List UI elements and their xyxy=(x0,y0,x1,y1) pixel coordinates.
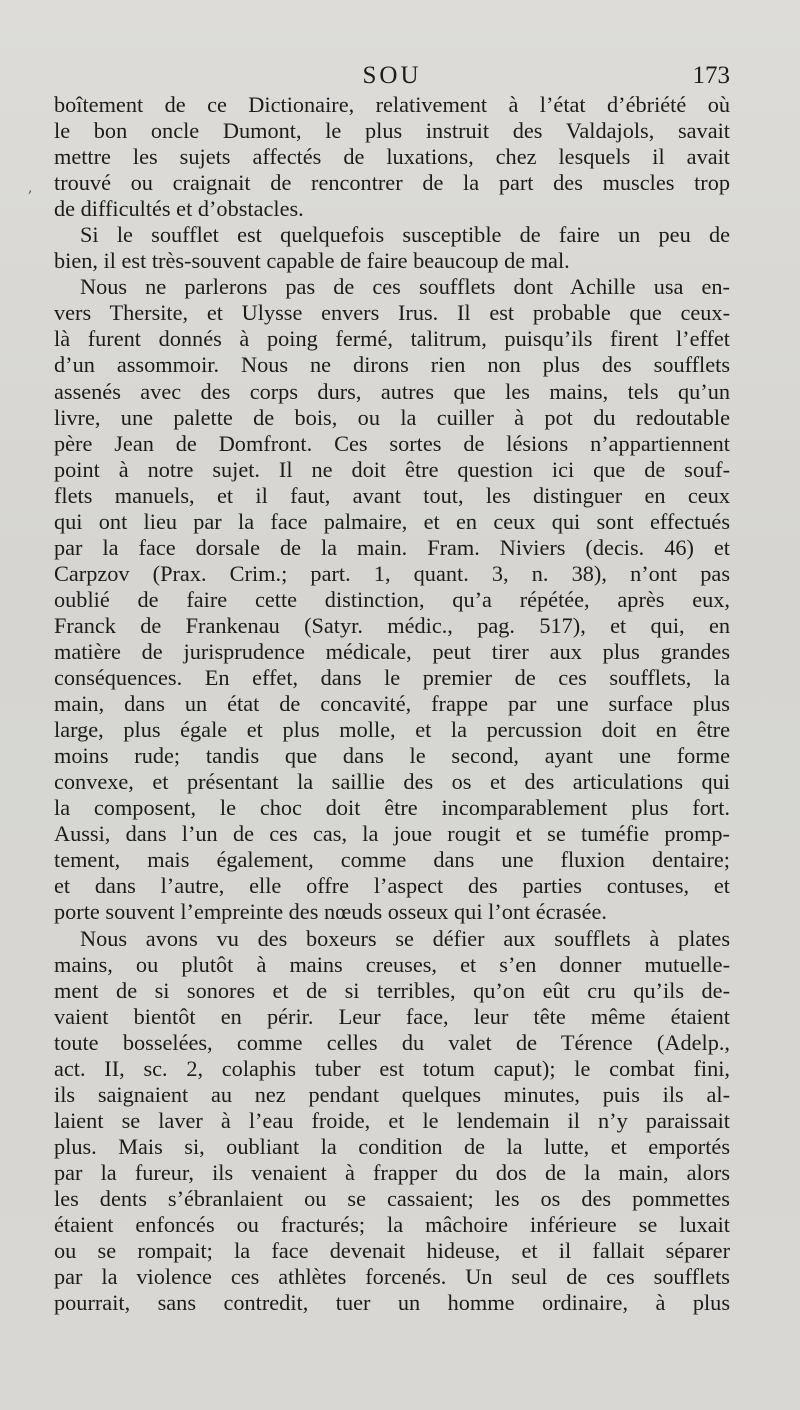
text-line: Nous avons vu des boxeurs se défier aux soufflets à plates xyxy=(80,925,730,951)
text-line: qui ont lieu par la face palmaire, et en ceux qui sont effectués xyxy=(54,508,730,534)
text-line: trouvé ou craignait de rencontrer de la part des muscles trop xyxy=(54,170,730,196)
text-line: act. II, sc. 2, colaphis tuber est totum caput); le combat fini, xyxy=(54,1055,730,1081)
text-line: pourrait, sans contredit, tuer un homme ordinaire, à plus xyxy=(54,1290,730,1316)
text-line: père Jean de Domfront. Ces sortes de lésions n’appartiennent xyxy=(54,430,730,456)
text-line: par la fureur, ils venaient à frapper du dos de la main, alors xyxy=(54,1159,730,1185)
text-line: par la face dorsale de la main. Fram. Niviers (decis. 46) et xyxy=(54,534,730,560)
body-text xyxy=(54,92,730,1316)
text-line: mettre les sujets affectés de luxations, chez lesquels il avait xyxy=(54,144,730,170)
text-line: plus. Mais si, oubliant la condition de la lutte, et emportés xyxy=(54,1133,730,1159)
text-line: Aussi, dans l’un de ces cas, la joue rougit et se tuméfie promp- xyxy=(54,821,730,847)
margin-mark: , xyxy=(28,180,33,196)
text-line: le bon oncle Dumont, le plus instruit des Valdajols, savait xyxy=(54,118,730,144)
text-line: point à notre sujet. Il ne doit être question ici que de souf- xyxy=(54,456,730,482)
text-line: là furent donnés à poing fermé, talitrum, puisqu’ils firent l’effet xyxy=(54,326,730,352)
text-line: Nous ne parlerons pas de ces soufflets dont Achille usa en- xyxy=(80,274,730,300)
text-line: Franck de Frankenau (Satyr. médic., pag. 517), et qui, en xyxy=(54,612,730,638)
text-line: moins rude; tandis que dans le second, ayant une forme xyxy=(54,743,730,769)
text-line: Carpzov (Prax. Crim.; part. 1, quant. 3, n. 38), n’ont pas xyxy=(54,560,730,586)
text-line: vaient bientôt en périr. Leur face, leur tête même étaient xyxy=(54,1003,730,1029)
text-line: conséquences. En effet, dans le premier de ces soufflets, la xyxy=(54,665,730,691)
running-head: SOU xyxy=(362,62,422,89)
text-line: matière de jurisprudence médicale, peut tirer aux plus grandes xyxy=(54,638,730,664)
text-line: étaient enfoncés ou fracturés; la mâchoire inférieure se luxait xyxy=(54,1212,730,1238)
text-line: convexe, et présentant la saillie des os et des articulations qui xyxy=(54,769,730,795)
text-line: la composent, le choc doit être incomparablement plus fort. xyxy=(54,795,730,821)
text-line: mains, ou plutôt à mains creuses, et s’en donner mutuelle- xyxy=(54,951,730,977)
text-line: toute bosselées, comme celles du valet de Térence (Adelp., xyxy=(54,1029,730,1055)
page-number: 173 xyxy=(692,62,730,89)
text-line: et dans l’autre, elle offre l’aspect des parties contuses, et xyxy=(54,873,730,899)
text-line: boîtement de ce Dictionaire, relativement à l’état d’ébriété où xyxy=(54,92,730,117)
text-line: ment de si sonores et de si terribles, qu’on eût cru qu’ils de- xyxy=(54,977,730,1003)
text-line: bien, il est très-souvent capable de faire beaucoup de mal. xyxy=(54,248,570,274)
text-line: main, dans un état de concavité, frappe par une surface plus xyxy=(54,691,730,717)
text-line: laient se laver à l’eau froide, et le lendemain il n’y paraissait xyxy=(54,1107,730,1133)
text-line: ils saignaient au nez pendant quelques minutes, puis ils al- xyxy=(54,1081,730,1107)
text-line: oublié de faire cette distinction, qu’a répétée, après eux, xyxy=(54,586,730,612)
text-line: flets manuels, et il faut, avant tout, les distinguer en ceux xyxy=(54,482,730,508)
text-line: vers Thersite, et Ulysse envers Irus. Il est probable que ceux- xyxy=(54,300,730,326)
text-line: de difficultés et d’obstacles. xyxy=(54,196,304,222)
text-line: Si le soufflet est quelquefois susceptible de faire un peu de xyxy=(80,222,730,248)
text-line: d’un assommoir. Nous ne dirons rien non plus des soufflets xyxy=(54,352,730,378)
text-line: par la violence ces athlètes forcenés. Un seul de ces soufflets xyxy=(54,1264,730,1290)
text-line: tement, mais également, comme dans une fluxion dentaire; xyxy=(54,847,730,873)
text-line: large, plus égale et plus molle, et la percussion doit en être xyxy=(54,717,730,743)
text-line: les dents s’ébranlaient ou se cassaient; les os des pommettes xyxy=(54,1185,730,1211)
text-line: assenés avec des corps durs, autres que les mains, tels qu’un xyxy=(54,378,730,404)
text-line: porte souvent l’empreinte des nœuds osseux qui l’ont écrasée. xyxy=(54,899,607,925)
page-header xyxy=(54,54,730,94)
text-line: livre, une palette de bois, ou la cuiller à pot du redoutable xyxy=(54,404,730,430)
text-line: ou se rompait; la face devenait hideuse, et il fallait séparer xyxy=(54,1238,730,1264)
